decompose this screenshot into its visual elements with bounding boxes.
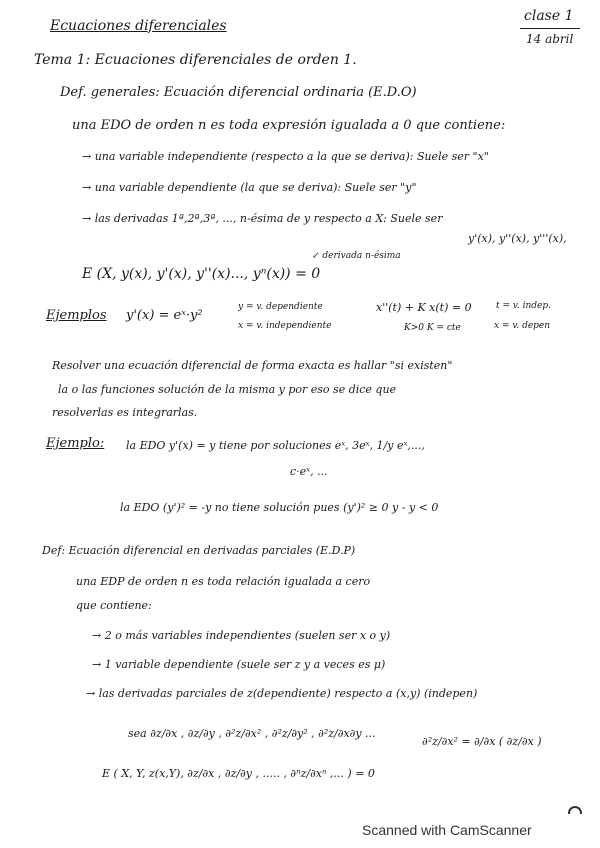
def1-item-3: → las derivadas 1ª,2ª,3ª, ..., n-ésima de y respecto a X: Suele ser xyxy=(82,212,443,225)
def1-intro: una EDO de orden n es toda expresión igualada a 0 que contiene: xyxy=(72,118,506,133)
def1-heading: Def. generales: Ecuación diferencial ordinaria (E.D.O) xyxy=(60,85,417,100)
def2-sea: sea ∂z/∂x , ∂z/∂y , ∂²z/∂x² , ∂²z/∂y² , ∂²z/∂x∂y ... xyxy=(128,727,376,740)
ejemplos-eq1-note-b: x = v. independiente xyxy=(238,321,332,331)
ejemplos-eq2-cond: K>0 K = cte xyxy=(404,323,461,333)
scanner-footer: Scanned with CamScanner xyxy=(362,822,532,838)
def1-annotation: ↙ derivada n-ésima xyxy=(312,251,401,261)
notes-title: Ecuaciones diferenciales xyxy=(50,18,227,34)
ejemplo-line-2: la EDO (y')² = -y no tiene solución pues (y')² ≥ 0 y - y < 0 xyxy=(120,501,439,514)
def2-intro-2: que contiene: xyxy=(76,599,152,612)
ejemplos-eq2-note-a: t = v. indep. xyxy=(496,301,552,311)
def2-item-3: → las derivadas parciales de z(dependiente) respecto a (x,y) (indepen) xyxy=(86,687,478,700)
def2-item-2: → 1 variable dependiente (suele ser z y a veces es μ) xyxy=(92,658,386,671)
def1-item-1: → una variable independiente (respecto a la que se deriva): Suele ser "x" xyxy=(82,150,489,163)
def2-item-1: → 2 o más variables independientes (suelen ser x o y) xyxy=(92,629,391,642)
ejemplo-line-1b: c·eˣ, ... xyxy=(290,465,328,478)
scanner-mark-icon xyxy=(568,806,582,814)
ejemplos-eq2-note-b: x = v. depen xyxy=(494,321,551,331)
def1-derivs: y'(x), y''(x), y'''(x), xyxy=(468,232,567,245)
resolver-line-2: la o las funciones solución de la misma y por eso se dice que xyxy=(58,383,397,396)
class-label: clase 1 xyxy=(524,8,574,24)
def1-equation: E (X, y(x), y'(x), y''(x)..., yⁿ(x)) = 0 xyxy=(82,266,321,282)
ejemplo-line-1: la EDO y'(x) = y tiene por soluciones eˣ, 3eˣ, 1/y eˣ,..., xyxy=(126,439,425,452)
def2-partial-eq: ∂²z/∂x² = ∂/∂x ( ∂z/∂x ) xyxy=(422,735,542,748)
resolver-line-1: Resolver una ecuación diferencial de forma exacta es hallar "si existen" xyxy=(52,359,453,372)
tema-heading: Tema 1: Ecuaciones diferenciales de orden 1. xyxy=(34,52,357,68)
class-divider xyxy=(520,28,580,29)
def2-equation: E ( X, Y, z(x,Y), ∂z/∂x , ∂z/∂y , ..... , ∂ⁿz/∂xⁿ ,... ) = 0 xyxy=(102,767,375,780)
resolver-line-3: resolverlas es integrarlas. xyxy=(52,406,198,419)
ejemplos-eq2: x''(t) + K x(t) = 0 xyxy=(376,301,472,314)
ejemplos-label: Ejemplos xyxy=(46,308,107,323)
class-date: 14 abril xyxy=(526,32,574,46)
def2-heading: Def: Ecuación diferencial en derivadas parciales (E.D.P) xyxy=(42,544,356,557)
ejemplo-label: Ejemplo: xyxy=(46,436,105,451)
ejemplos-eq1-note-a: y = v. dependiente xyxy=(238,302,323,312)
def1-item-2: → una variable dependiente (la que se deriva): Suele ser "y" xyxy=(82,181,417,194)
ejemplos-eq1: y'(x) = eˣ·y² xyxy=(126,308,203,323)
def2-intro-1: una EDP de orden n es toda relación igualada a cero xyxy=(76,575,371,588)
